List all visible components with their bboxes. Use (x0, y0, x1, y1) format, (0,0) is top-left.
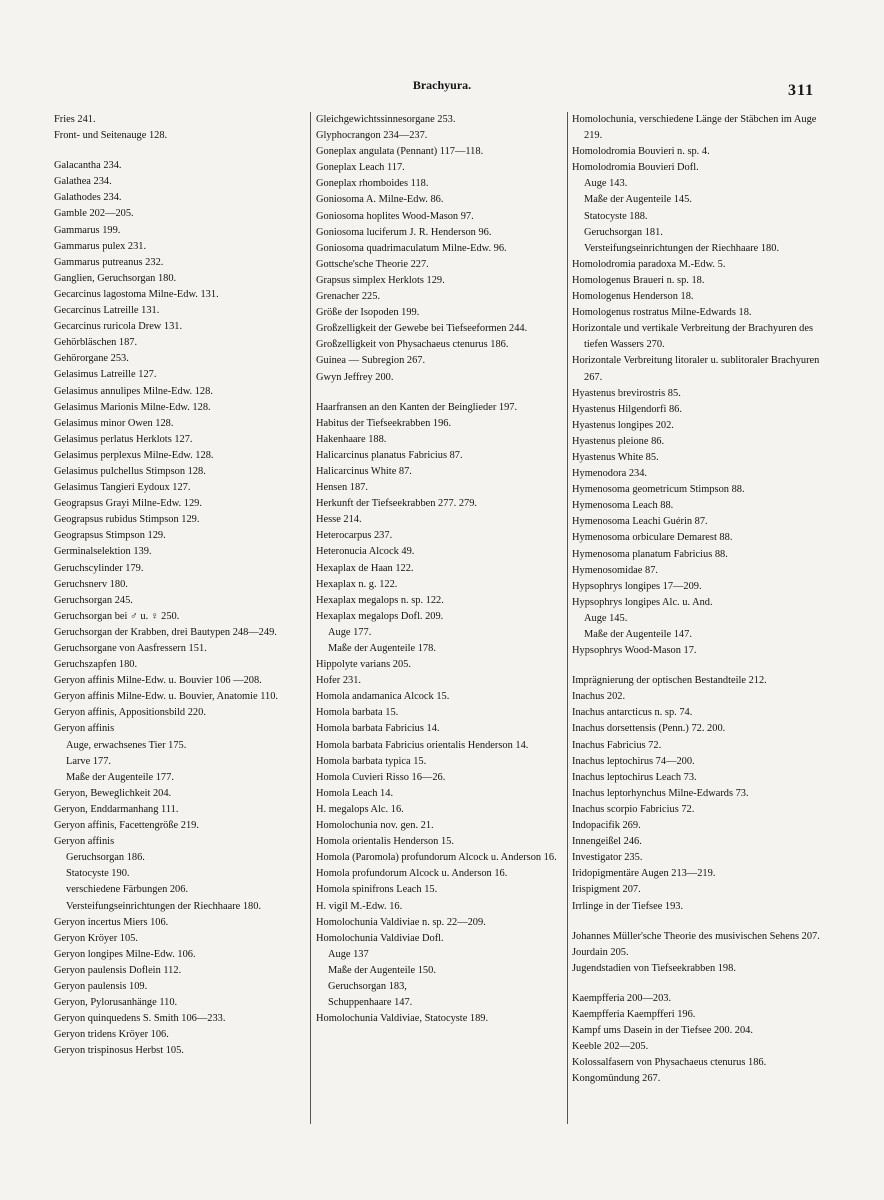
index-entry: Homolochunia nov. gen. 21. (316, 820, 434, 832)
index-subentry: Maße der Augenteile 178. (328, 643, 436, 654)
index-entry: Hexaplax n. g. 122. (316, 578, 398, 590)
index-entry: Homola profundorum Alcock u. Anderson 16. (316, 868, 508, 880)
index-entry: Heterocarpus 237. (316, 530, 393, 542)
index-entry: Geryon quinquedens S. Smith 106—233. (54, 1013, 226, 1025)
index-entry: Gecarcinus lagostoma Milne-Edw. 131. (54, 288, 219, 300)
index-entry: Geryon paulensis Doflein 112. (54, 964, 182, 976)
index-entry: Heteronucia Alcock 49. (316, 546, 415, 558)
index-entry: Galathea 234. (54, 176, 112, 188)
index-entry: Hensen 187. (316, 482, 368, 494)
index-entry: Hyastenus brevirostris 85. (572, 387, 681, 399)
index-entry: Horizontale Verbreitung litoraler u. sublitoraler Brachyuren 267. (572, 355, 820, 383)
index-entry: Kaempfferia 200—203. (572, 992, 672, 1004)
index-column-2 (316, 112, 566, 1027)
index-entry: Gehörbläschen 187. (54, 337, 138, 349)
index-entry: Indopacifik 269. (572, 820, 641, 832)
index-entry: Goniosoma A. Milne-Edw. 86. (316, 194, 444, 206)
index-entry: Imprägnierung der optischen Bestandteile 212. (572, 675, 767, 687)
index-subentry: Statocyste 188. (584, 210, 648, 222)
index-entry: Geryon trispinosus Herbst 105. (54, 1045, 184, 1057)
index-entry: Geograpsus Grayi Milne-Edw. 129. (54, 498, 202, 510)
page-number: 311 (788, 82, 815, 99)
index-entry: Homolochunia, verschiedene Länge der Stäbchen im Auge 219. (572, 114, 817, 142)
index-entry: Glyphocrangon 234—237. (316, 130, 428, 142)
index-entry: Geryon Kröyer 105. (54, 932, 138, 944)
index-entry: Hypsophrys longipes 17—209. (572, 580, 702, 592)
index-subentry: Geruchsorgan 181. (584, 226, 663, 238)
index-entry: Gelasimus Latreille 127. (54, 369, 157, 381)
index-entry: Geruchsnerv 180. (54, 578, 128, 590)
index-subentry: verschiedene Färbungen 206. (66, 884, 189, 896)
index-entry: Fries 241. (54, 114, 96, 125)
index-entry: Geryon, Beweglichkeit 204. (54, 787, 172, 799)
index-entry: Geryon affinis Milne-Edw. u. Bouvier 106 —208. (54, 675, 262, 687)
index-column-3 (572, 112, 824, 1087)
index-entry: Gehörorgane 253. (54, 353, 129, 365)
index-entry: Inachus leptochirus Leach 73. (572, 771, 697, 783)
index-entry: Geryon affinis, Facettengröße 219. (54, 820, 199, 832)
index-entry: Investigator 235. (572, 852, 643, 864)
index-entry: Gwyn Jeffrey 200. (316, 371, 394, 383)
index-entry: Goniosoma luciferum J. R. Henderson 96. (316, 226, 492, 238)
index-entry: Haarfransen an den Kanten der Beinglieder 197. (316, 401, 518, 413)
index-entry: Halicarcinus planatus Fabricius 87. (316, 449, 463, 461)
index-entry: Kolossalfasern von Physachaeus ctenurus 186. (572, 1057, 767, 1069)
index-entry: Geruchscylinder 179. (54, 562, 144, 574)
index-subentry: Larve 177. (66, 755, 112, 767)
index-entry: Geograpsus Stimpson 129. (54, 530, 166, 542)
index-entry: Inachus 202. (572, 691, 626, 703)
index-subentry: Auge 143. (584, 178, 628, 190)
index-entry: Gammarus pulex 231. (54, 240, 147, 252)
index-entry: Galathodes 234. (54, 192, 122, 204)
index-subentry: Geruchsorgan 186. (66, 852, 145, 864)
index-entry: Goniosoma hoplites Wood-Mason 97. (316, 210, 474, 222)
index-entry: Keeble 202—205. (572, 1041, 649, 1053)
index-entry: Homolochunia Valdiviae, Statocyste 189. (316, 1013, 489, 1025)
index-entry: Hymenosoma Leach 88. (572, 500, 674, 512)
index-entry: Hesse 214. (316, 514, 362, 526)
index-entry: Homolodromia Bouvieri Dofl. (572, 162, 699, 174)
index-entry: Goneplax rhomboides 118. (316, 178, 429, 190)
index-entry: Hyastenus longipes 202. (572, 419, 674, 431)
index-entry: Hypsophrys Wood-Mason 17. (572, 645, 697, 657)
index-entry: Gammarus putreanus 232. (54, 256, 164, 268)
index-entry: Homolochunia Valdiviae Dofl. (316, 932, 444, 944)
index-entry: Gamble 202—205. (54, 208, 134, 220)
index-entry: Hypsophrys longipes Alc. u. And. (572, 596, 713, 608)
index-entry: Homolodromia Bouvieri n. sp. 4. (572, 146, 710, 158)
index-entry: Inachus leptorhynchus Milne-Edwards 73. (572, 787, 749, 799)
index-entry: Geryon affinis Milne-Edw. u. Bouvier, Anatomie 110. (54, 691, 279, 703)
index-entry: Goniosoma quadrimaculatum Milne-Edw. 96. (316, 242, 507, 254)
section-gap (316, 386, 566, 400)
index-entry: Hyastenus Hilgendorfi 86. (572, 403, 682, 415)
index-entry: Homola barbata typica 15. (316, 755, 427, 767)
index-entry: Kaempfferia Kaempfferi 196. (572, 1008, 696, 1020)
index-entry: Inachus Fabricius 72. (572, 739, 662, 751)
index-entry: Innengeißel 246. (572, 836, 642, 848)
index-entry: Galacantha 234. (54, 160, 122, 172)
index-entry: H. megalops Alc. 16. (316, 803, 404, 815)
index-entry: Geryon paulensis 109. (54, 980, 148, 992)
index-subentry: Maße der Augenteile 147. (584, 629, 692, 640)
index-entry: Großzelligkeit der Gewebe bei Tiefseeformen 244. (316, 323, 528, 335)
index-entry: Irispigment 207. (572, 884, 641, 896)
index-entry: Hymenosoma planatum Fabricius 88. (572, 548, 728, 560)
section-gap (54, 144, 306, 158)
index-entry: Geruchszapfen 180. (54, 659, 138, 671)
index-entry: Inachus dorsettensis (Penn.) 72. 200. (572, 723, 726, 735)
index-entry: Hexaplax megalops Dofl. 209. (316, 610, 444, 622)
index-entry: Hymenosoma geometricum Stimpson 88. (572, 484, 745, 496)
section-gap (572, 659, 824, 673)
index-entry: Geryon affinis, Appositionsbild 220. (54, 707, 206, 719)
index-entry: Ganglien, Geruchsorgan 180. (54, 272, 177, 284)
index-entry: Homola (Paromola) profundorum Alcock u. Anderson 16. (316, 852, 557, 864)
index-entry: Homologenus Henderson 18. (572, 291, 694, 303)
index-entry: Größe der Isopoden 199. (316, 307, 420, 319)
index-entry: Geryon incertus Miers 106. (54, 916, 169, 928)
index-subentry: Auge 145. (584, 612, 628, 624)
index-entry: Großzelligkeit von Physachaeus ctenurus 186. (316, 339, 509, 351)
index-entry: Homola orientalis Henderson 15. (316, 836, 454, 848)
index-entry: Jugendstadien von Tiefseekrabben 198. (572, 962, 736, 974)
index-entry: Geryon, Enddarmanhang 111. (54, 803, 179, 815)
index-entry: Goneplax Leach 117. (316, 162, 405, 174)
index-entry: Hymenosoma Leachi Guérin 87. (572, 516, 708, 528)
index-entry: Grapsus simplex Herklots 129. (316, 274, 445, 286)
index-entry: Hexaplax megalops n. sp. 122. (316, 594, 444, 606)
index-entry: H. vigil M.-Edw. 16. (316, 900, 403, 912)
index-entry: Gelasimus minor Owen 128. (54, 417, 174, 429)
index-subentry: Auge, erwachsenes Tier 175. (66, 739, 187, 751)
index-entry: Geruchsorgan 245. (54, 594, 133, 606)
index-entry: Inachus leptochirus 74—200. (572, 755, 695, 767)
index-subentry: Versteifungseinrichtungen der Riechhaare 180. (66, 900, 262, 912)
index-entry: Hyastenus White 85. (572, 451, 659, 463)
index-subentry: Versteifungseinrichtungen der Riechhaare 180. (584, 242, 780, 254)
index-entry: Geryon affinis (54, 723, 115, 735)
index-entry: Geruchsorgane von Aasfressern 151. (54, 643, 207, 654)
index-entry: Homola Cuvieri Risso 16—26. (316, 771, 446, 783)
index-entry: Germinalselektion 139. (54, 546, 152, 558)
index-entry: Kongomündung 267. (572, 1073, 661, 1085)
index-entry: Gelasimus Tangieri Eydoux 127. (54, 482, 191, 494)
index-entry: Goneplax angulata (Pennant) 117—118. (316, 146, 484, 158)
index-subentry: Maße der Augenteile 145. (584, 194, 692, 206)
index-entry: Habitus der Tiefseekrabben 196. (316, 417, 452, 429)
index-entry: Gelasimus Marionis Milne-Edw. 128. (54, 401, 211, 413)
index-entry: Hakenhaare 188. (316, 433, 387, 445)
index-entry: Homolochunia Valdiviae n. sp. 22—209. (316, 916, 486, 928)
index-entry: Gottsche'sche Theorie 227. (316, 258, 429, 270)
index-entry: Hofer 231. (316, 675, 362, 687)
index-entry: Hymenosoma orbiculare Demarest 88. (572, 532, 733, 544)
index-entry: Gelasimus annulipes Milne-Edw. 128. (54, 385, 213, 397)
index-entry: Gecarcinus Latreille 131. (54, 305, 160, 317)
column-divider (567, 112, 568, 1124)
index-entry: Geograpsus rubidus Stimpson 129. (54, 514, 200, 526)
index-entry: Geruchsorgan der Krabben, drei Bautypen 248—249. (54, 626, 277, 638)
column-divider (310, 112, 311, 1124)
index-entry: Front- und Seitenauge 128. (54, 130, 168, 142)
index-subentry: Geruchsorgan 183, (328, 980, 407, 992)
index-entry: Geryon, Pylorusanhänge 110. (54, 997, 178, 1009)
index-entry: Hexaplax de Haan 122. (316, 562, 414, 574)
index-entry: Geryon longipes Milne-Edw. 106. (54, 948, 196, 960)
index-entry: Herkunft der Tiefseekrabben 277. 279. (316, 498, 478, 510)
index-entry: Inachus scorpio Fabricius 72. (572, 803, 695, 815)
index-entry: Hippolyte varians 205. (316, 659, 411, 671)
index-entry: Homola Leach 14. (316, 787, 394, 799)
running-header-title: Brachyura. (412, 78, 472, 92)
index-entry: Homolodromia paradoxa M.-Edw. 5. (572, 258, 726, 270)
section-gap (572, 915, 824, 929)
index-entry: Kampf ums Dasein in der Tiefsee 200. 204. (572, 1025, 753, 1037)
index-entry: Iridopigmentäre Augen 213—219. (572, 868, 716, 880)
index-entry: Hymenodora 234. (572, 468, 648, 480)
index-entry: Gleichgewichtssinnesorgane 253. (316, 114, 456, 125)
index-entry: Homologenus rostratus Milne-Edwards 18. (572, 307, 752, 319)
index-entry: Gecarcinus ruricola Drew 131. (54, 321, 183, 333)
index-entry: Geryon tridens Kröyer 106. (54, 1029, 169, 1041)
index-subentry: Auge 177. (328, 626, 372, 638)
index-entry: Homola barbata Fabricius 14. (316, 723, 440, 735)
index-entry: Gelasimus pulchellus Stimpson 128. (54, 465, 206, 477)
index-entry: Hyastenus pleione 86. (572, 435, 665, 447)
index-subentry: Maße der Augenteile 150. (328, 964, 436, 976)
index-subentry: Auge 137 (328, 948, 369, 960)
index-entry: Horizontale und vertikale Verbreitung der Brachyuren des tiefen Wassers 270. (572, 323, 814, 351)
index-subentry: Maße der Augenteile 177. (66, 771, 174, 783)
index-entry: Guinea — Subregion 267. (316, 355, 426, 367)
index-entry: Gelasimus perplexus Milne-Edw. 128. (54, 449, 214, 461)
index-entry: Johannes Müller'sche Theorie des musivischen Sehens 207. (572, 930, 820, 942)
index-entry: Grenacher 225. (316, 291, 381, 303)
index-entry: Geryon affinis (54, 836, 115, 848)
index-entry: Homola spinifrons Leach 15. (316, 884, 438, 896)
index-entry: Geruchsorgan bei ♂ u. ♀ 250. (54, 610, 180, 622)
index-entry: Jourdain 205. (572, 946, 629, 958)
index-entry: Hymenosomidae 87. (572, 564, 658, 576)
section-gap (572, 977, 824, 991)
index-column-1 (54, 112, 306, 1059)
index-entry: Irrlinge in der Tiefsee 193. (572, 900, 684, 912)
index-entry: Gelasimus perlatus Herklots 127. (54, 433, 193, 445)
index-entry: Inachus antarcticus n. sp. 74. (572, 707, 693, 719)
index-entry: Gammarus 199. (54, 224, 121, 236)
index-entry: Homola barbata 15. (316, 707, 399, 719)
index-entry: Halicarcinus White 87. (316, 465, 412, 477)
index-entry: Homologenus Braueri n. sp. 18. (572, 274, 705, 286)
index-subentry: Schuppenhaare 147. (328, 997, 413, 1009)
index-entry: Homola barbata Fabricius orientalis Henderson 14. (316, 739, 529, 751)
index-subentry: Statocyste 190. (66, 868, 130, 880)
index-entry: Homola andamanica Alcock 15. (316, 691, 450, 703)
